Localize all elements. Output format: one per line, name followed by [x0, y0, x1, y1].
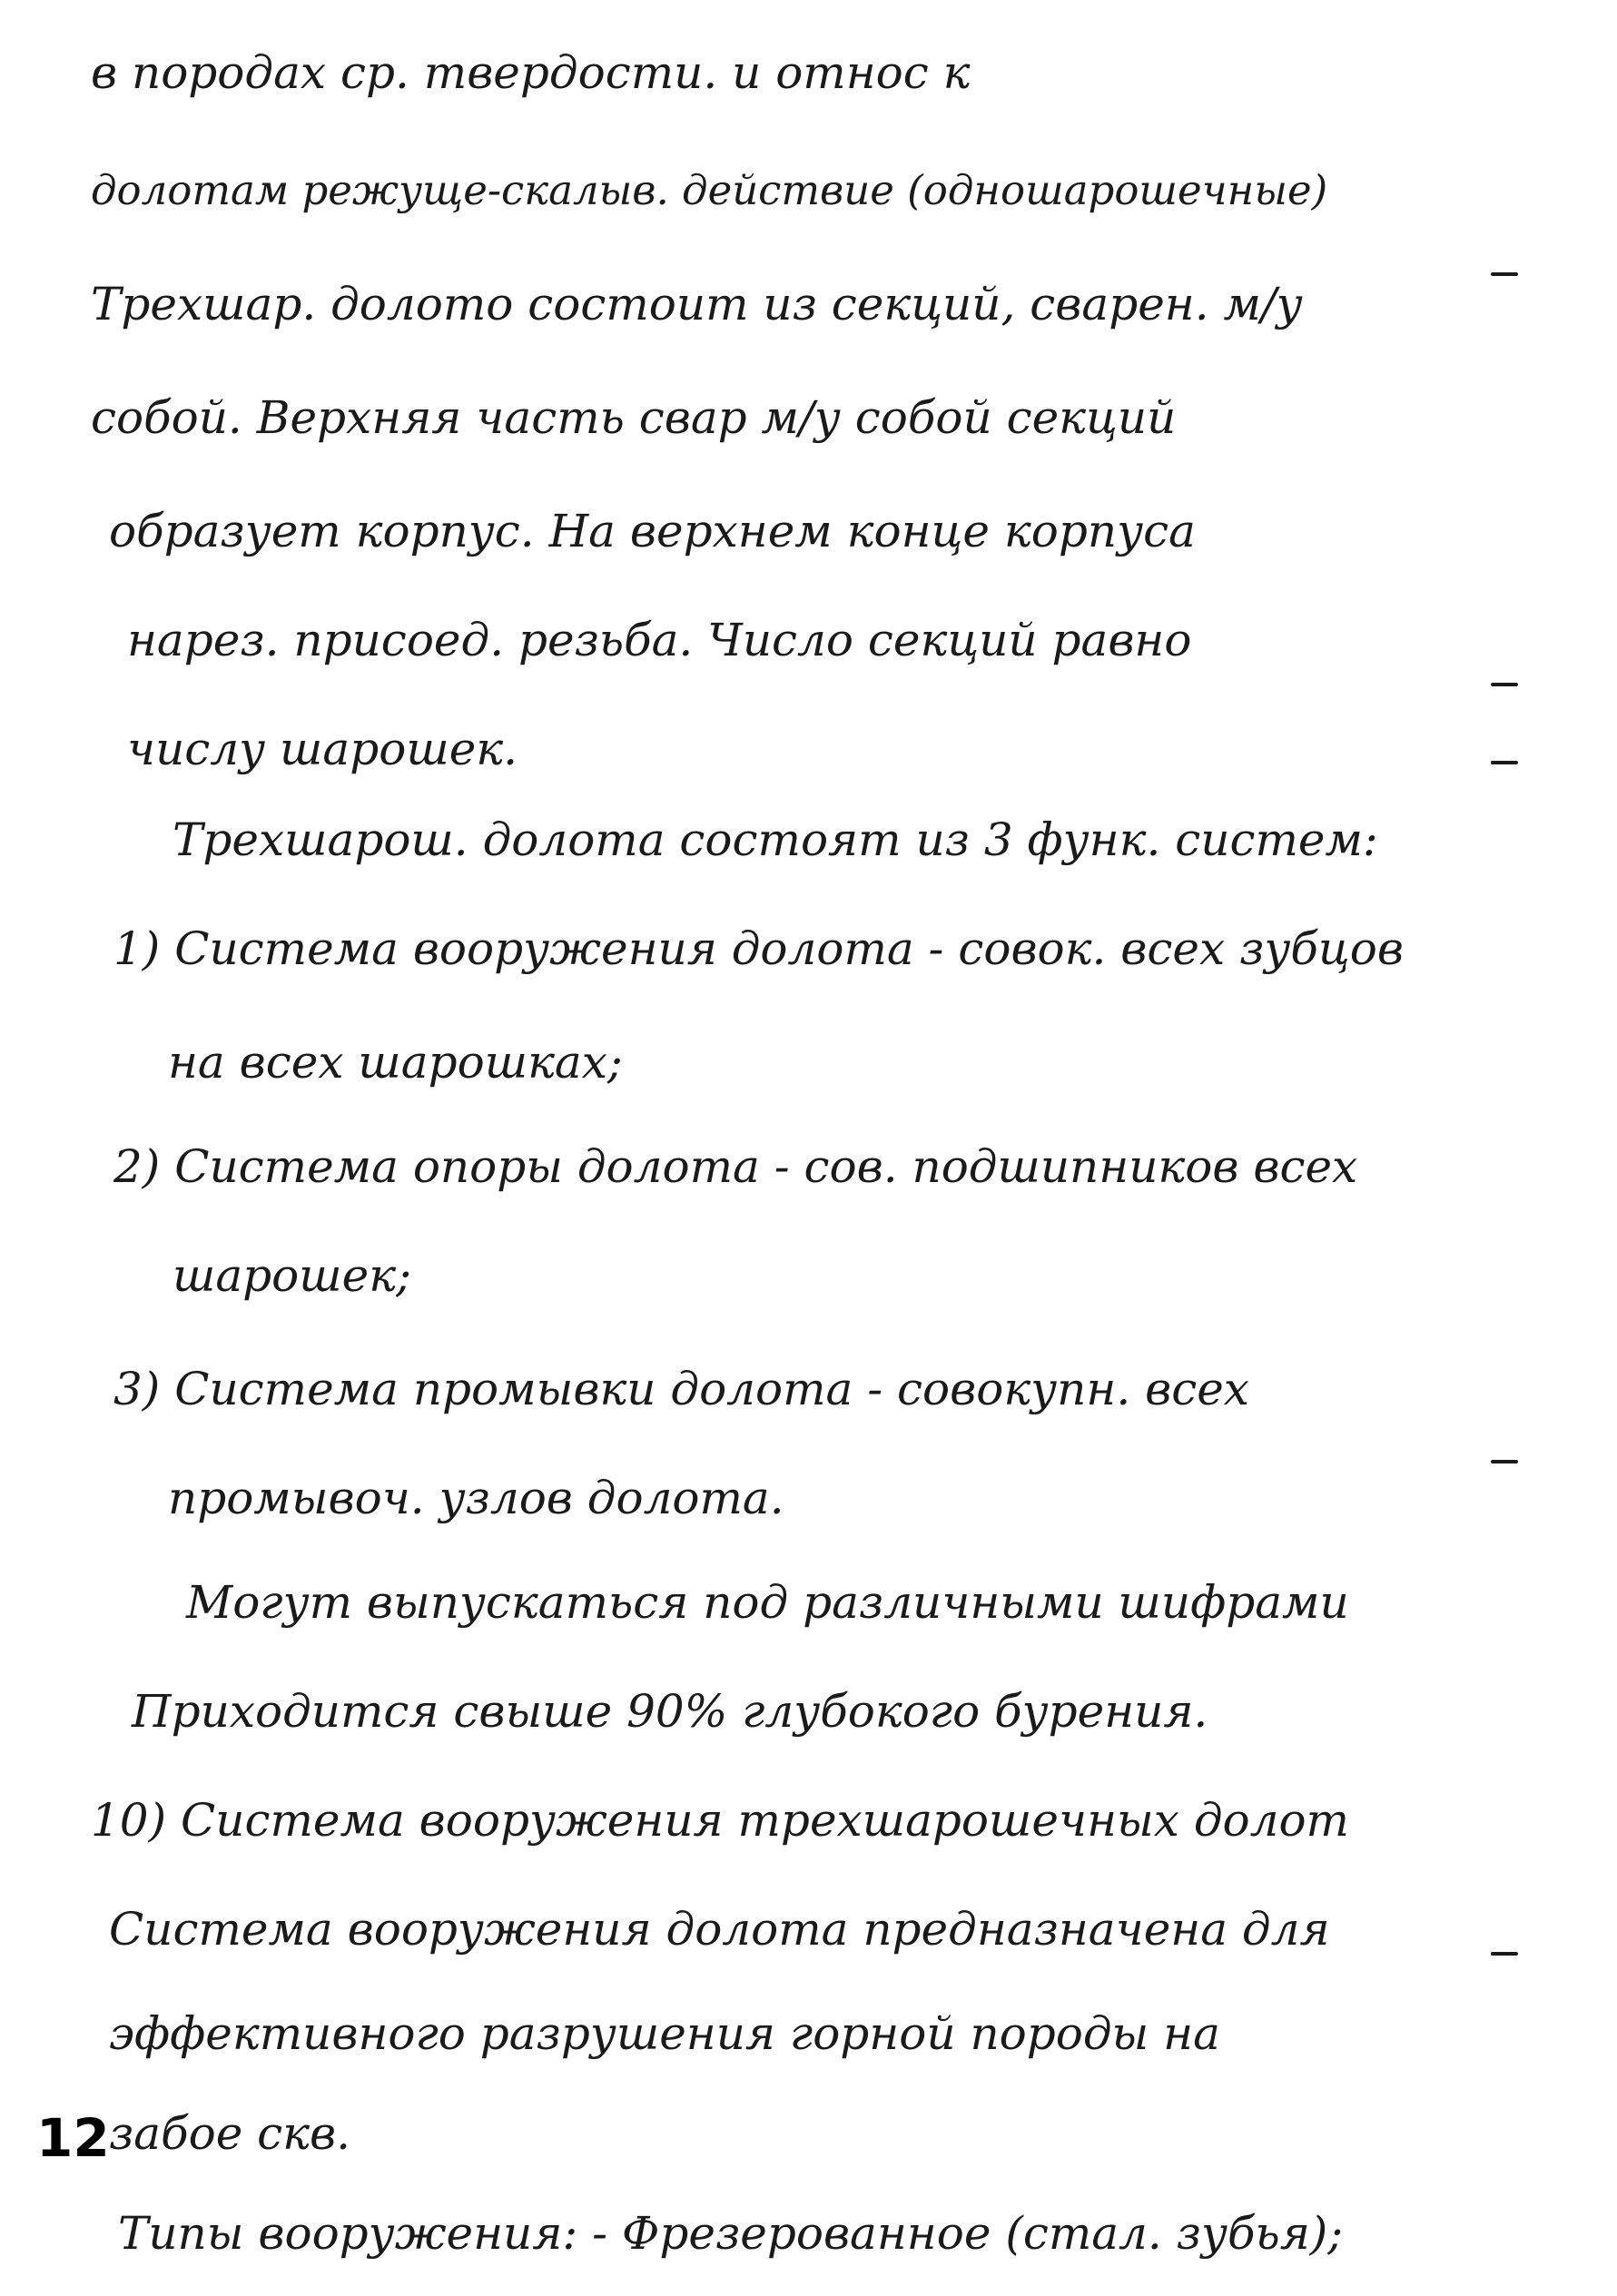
text-line: 1) Система вооружения долота - совок. всех зубцов: [113, 922, 1404, 975]
text-line: 2) Система опоры долота - сов. подшипников всех: [113, 1140, 1358, 1193]
text-line: собой. Верхняя часть свар м/у собой секций: [91, 391, 1177, 444]
text-line: Могут выпускаться под различными шифрами: [186, 1576, 1349, 1629]
text-line: долотам режуще-скалыв. действие (одношарошечные): [91, 166, 1328, 214]
text-line: 10) Система вооружения трехшарошечных долот: [91, 1794, 1349, 1847]
margin-dash-mark: [1491, 272, 1518, 276]
page-number: 12: [36, 2107, 110, 2169]
margin-dash-mark: [1491, 1952, 1518, 1956]
text-line: 3) Система промывки долота - совокупн. всех: [113, 1363, 1250, 1415]
text-line: промывоч. узлов долота.: [168, 1472, 784, 1524]
text-line: Типы вооружения: - Фрезерованное (стал. зубья);: [118, 2207, 1344, 2260]
text-line: в породах ср. твердости. и относ к: [91, 46, 971, 99]
text-line: нарез. присоед. резьба. Число секций равно: [127, 614, 1192, 666]
margin-dash-mark: [1491, 761, 1518, 764]
margin-dash-mark: [1491, 683, 1518, 686]
text-line: Трехшарош. долота состоят из 3 функ. систем:: [173, 813, 1378, 866]
text-line: забое скв.: [109, 2107, 351, 2160]
text-line: эффективного разрушения горной породы на: [109, 2007, 1220, 2060]
text-line: шарошек;: [173, 1249, 411, 1302]
margin-dash-mark: [1491, 1460, 1518, 1463]
text-line: Трехшар. долото состоит из секций, сварен. м/у: [91, 278, 1303, 330]
text-line: Приходится свыше 90% глубокого бурения.: [132, 1685, 1208, 1738]
text-line: числу шарошек.: [127, 723, 518, 775]
text-line: на всех шарошках;: [168, 1036, 623, 1089]
text-line: Система вооружения долота предназначена для: [109, 1903, 1330, 1956]
text-line: образует корпус. На верхнем конце корпуса: [109, 505, 1196, 557]
